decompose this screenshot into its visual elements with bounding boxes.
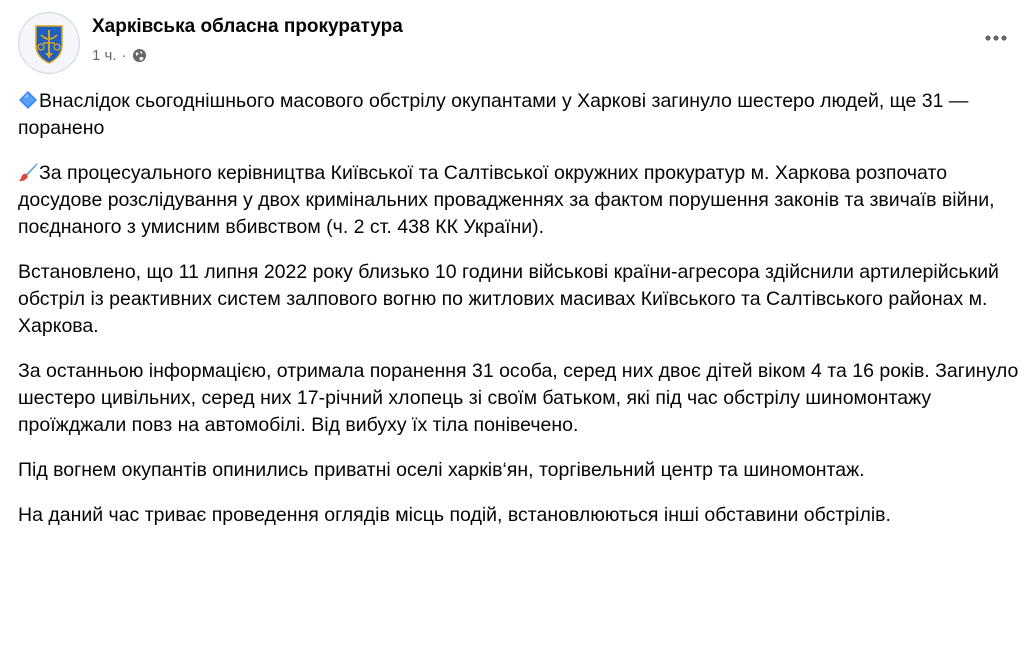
post-meta — [92, 47, 147, 64]
more-options-icon — [984, 34, 1008, 42]
post-paragraph: За останньою інформацією, отримала поранення 31 особа, серед них двоє дітей віком 4 та 16 років. Загинуло шестеро цивільних, серед них 17-річний хлопець зі своїм батьком, які під час обстрілу шиномонтажу проїжджали повз на автомобілі. Від вибуху їх тіла понівечено. — [18, 360, 1019, 436]
prosecutor-emblem-icon — [19, 13, 79, 73]
globe-icon[interactable] — [132, 48, 147, 63]
post-paragraph: За процесуального керівництва Київської та Салтівської окружних прокуратур м. Харкова розпочато досудове розслідування у двох кримінальних провадженнях за фактом порушення законів та звичаїв війни, поєднаного з умисним вбивством (ч. 2 ст. 438 КК України). — [18, 162, 995, 238]
meta-separator: · — [121, 47, 127, 64]
paintbrush-icon — [18, 162, 38, 182]
post-header — [18, 12, 1018, 76]
post-paragraph: Внаслідок сьогоднішнього масового обстрілу окупантами у Харкові загинуло шестеро людей, ще 31 — поранено — [18, 90, 969, 139]
post-paragraph: На даний час триває проведення оглядів місць подій, встановлюються інші обставини обстрілів. — [18, 504, 891, 526]
post-paragraph: Під вогнем окупантів опинились приватні оселі харків‘ян, торгівельний центр та шиномонтаж. — [18, 459, 865, 481]
post-paragraph: Встановлено, що 11 липня 2022 року близько 10 години військові країни-агресора здійснили артилерійський обстріл із реактивних систем залпового вогню по житлових масивах Київського та Салтівського районах м. Харкова. — [18, 261, 999, 337]
page-name-link[interactable]: Харківська обласна прокуратура — [92, 16, 403, 37]
post-timestamp[interactable]: 1 ч. — [92, 47, 117, 64]
blue-diamond-icon — [18, 90, 38, 110]
page-avatar[interactable] — [18, 12, 80, 74]
more-options-button[interactable] — [978, 20, 1014, 56]
post-body — [18, 88, 1034, 547]
